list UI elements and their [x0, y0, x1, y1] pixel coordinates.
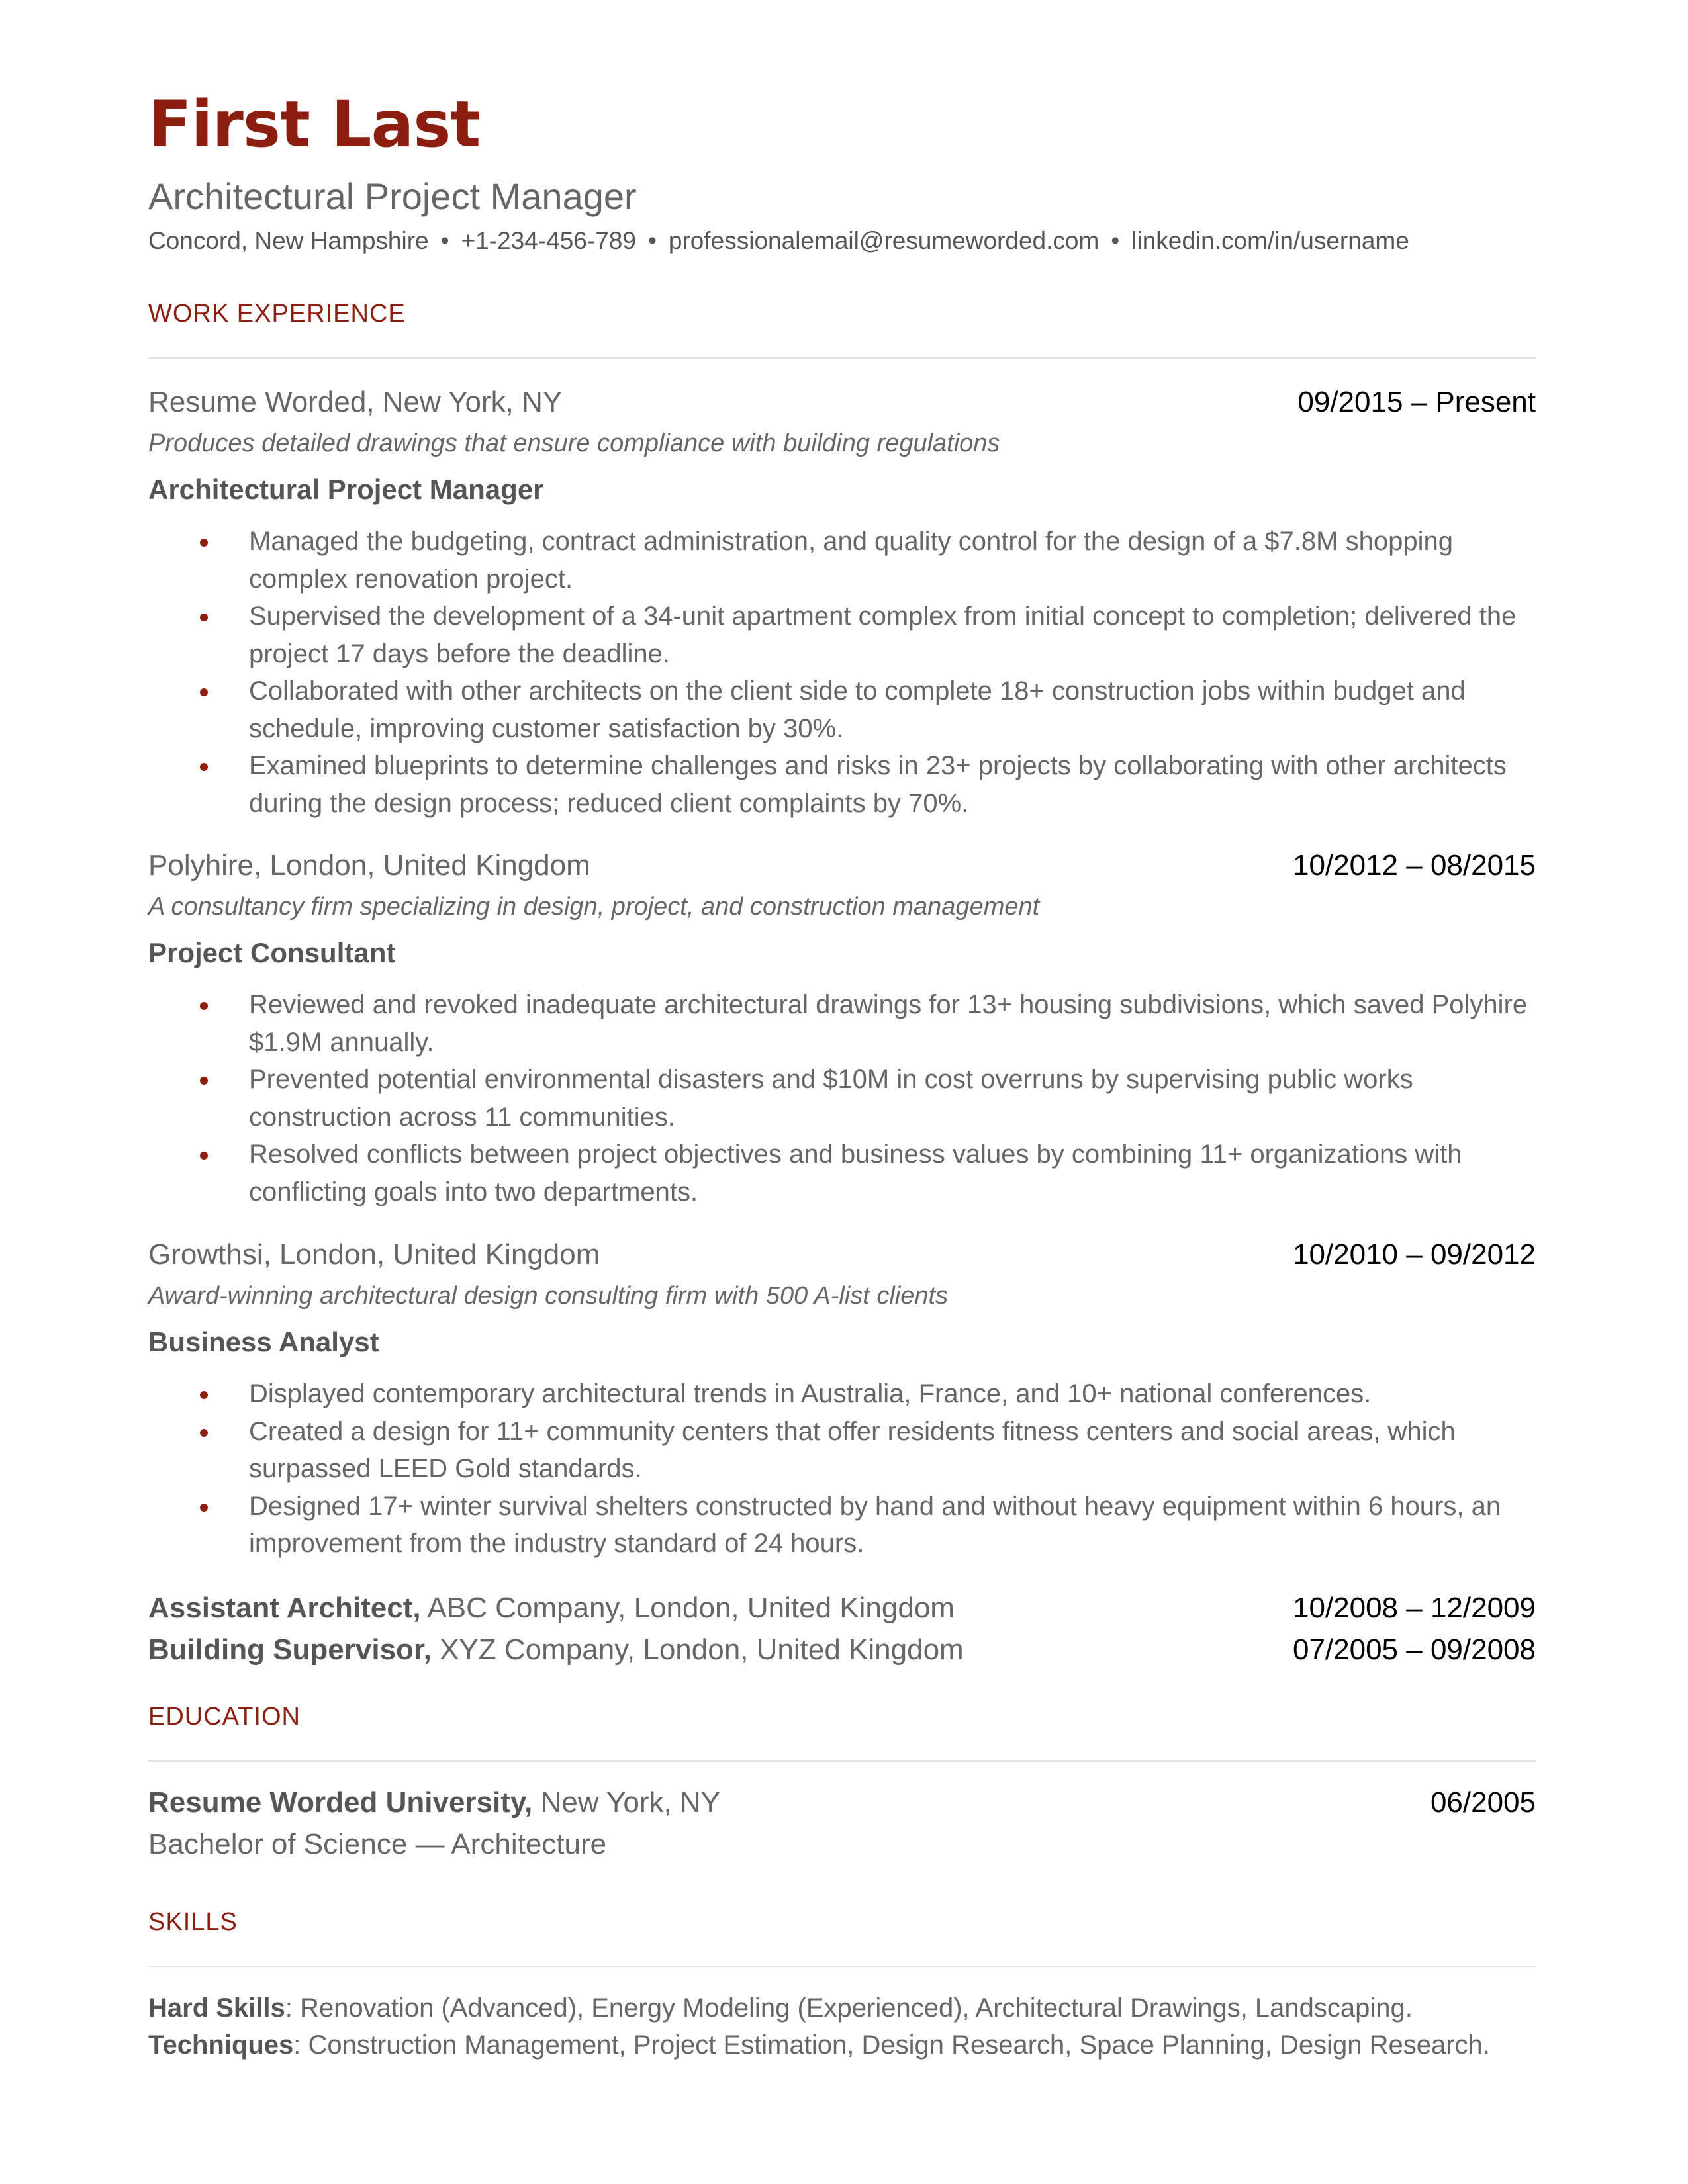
education-degree: Bachelor of Science — Architecture [148, 1828, 607, 1860]
bullet-item [148, 1413, 1536, 1488]
bullet-item [148, 1488, 1536, 1563]
education-location: New York, NY [540, 1786, 721, 1819]
job-dates: 10/2010 – 09/2012 [1292, 1238, 1536, 1271]
company-description: Award-winning architectural design consulting firm with 500 A-list clients [148, 1282, 949, 1310]
section-divider [148, 1760, 1536, 1762]
company-description: Produces detailed drawings that ensure compliance with building regulations [148, 430, 1000, 457]
earlier-role-dates: 10/2008 – 12/2009 [1292, 1592, 1536, 1624]
contact-separator: • [647, 227, 657, 254]
bullet-text: Created a design for 11+ community centers that offer residents fitness centers and social areas, which surpassed LEED Gold standards. [249, 1416, 1456, 1483]
candidate-title: Architectural Project Manager [148, 175, 637, 217]
earlier-role-company: XYZ Company, London, United Kingdom [440, 1633, 964, 1666]
company-description: A consultancy firm specializing in design, project, and construction management [148, 893, 1040, 921]
bullet-item [148, 1375, 1536, 1413]
bullet-dot [200, 1002, 208, 1010]
education-row [148, 1783, 1536, 1823]
earlier-role [148, 1588, 955, 1628]
earlier-role-dates: 07/2005 – 09/2008 [1292, 1633, 1536, 1666]
bullet-dot [200, 1077, 208, 1085]
skills-hard-label: Hard Skills [148, 1993, 285, 2023]
bullet-item [148, 1061, 1536, 1136]
bullet-dot [200, 1152, 208, 1160]
earlier-role-title: Building Supervisor, [148, 1633, 432, 1666]
earlier-role-company: ABC Company, London, United Kingdom [427, 1592, 955, 1624]
contact-linkedin[interactable]: linkedin.com/in/username [1131, 227, 1409, 254]
bullet-text: Supervised the development of a 34-unit apartment complex from initial concept to completion; delivered the project 17 days before the deadline. [249, 602, 1517, 668]
education-school-line [148, 1783, 720, 1823]
skills-hard [148, 1989, 1413, 2026]
bullet-item [148, 598, 1536, 672]
contact-email[interactable]: professionalemail@resumeworded.com [668, 227, 1100, 254]
job-company: Growthsi, London, United Kingdom [148, 1238, 600, 1271]
job-dates: 10/2012 – 08/2015 [1292, 849, 1536, 882]
job-bullets [148, 1375, 1536, 1563]
skills-techniques [148, 2026, 1490, 2064]
contact-location: Concord, New Hampshire [148, 227, 429, 254]
contact-separator: • [440, 227, 449, 254]
bullet-text: Collaborated with other architects on the client side to complete 18+ construction jobs within budget and schedule, improving customer satisfaction by 30%. [249, 676, 1466, 743]
job-bullets [148, 523, 1536, 822]
job-header [148, 1235, 1536, 1275]
bullet-dot [200, 1391, 208, 1399]
job-role: Business Analyst [148, 1326, 379, 1357]
earlier-role-row [148, 1630, 1536, 1670]
section-title-skills: SKILLS [148, 1908, 238, 1936]
education-date: 06/2005 [1430, 1786, 1536, 1819]
bullet-dot [200, 614, 208, 621]
bullet-text: Prevented potential environmental disasters and $10M in cost overruns by supervising public works construction across 11 communities. [249, 1065, 1413, 1132]
contact-phone: +1-234-456-789 [461, 227, 636, 254]
bullet-item [148, 747, 1536, 822]
job-role: Architectural Project Manager [148, 474, 544, 505]
bullet-text: Resolved conflicts between project objectives and business values by combining 11+ organizations with conflicting goals into two departments. [249, 1140, 1462, 1206]
job-role: Project Consultant [148, 937, 396, 968]
bullet-dot [200, 763, 208, 771]
section-title-education: EDUCATION [148, 1703, 301, 1731]
earlier-role-title: Assistant Architect, [148, 1592, 421, 1624]
earlier-role-row [148, 1588, 1536, 1628]
earlier-role [148, 1630, 964, 1670]
job-bullets [148, 986, 1536, 1210]
bullet-text: Displayed contemporary architectural trends in Australia, France, and 10+ national conferences. [249, 1379, 1372, 1408]
job-company: Resume Worded, New York, NY [148, 386, 563, 418]
section-divider [148, 357, 1536, 359]
bullet-text: Reviewed and revoked inadequate architectural drawings for 13+ housing subdivisions, which saved Polyhire $1.9M annually. [249, 990, 1528, 1057]
bullet-item [148, 523, 1536, 598]
skills-tech-label: Techniques [148, 2030, 294, 2060]
bullet-item [148, 672, 1536, 747]
section-divider [148, 1966, 1536, 1967]
job-header [148, 383, 1536, 422]
bullet-dot [200, 1429, 208, 1437]
candidate-name: First Last [148, 87, 481, 161]
education-school: Resume Worded University, [148, 1786, 533, 1819]
bullet-dot [200, 1504, 208, 1512]
contact-line [148, 225, 1409, 257]
bullet-dot [200, 688, 208, 696]
bullet-dot [200, 539, 208, 547]
bullet-text: Designed 17+ winter survival shelters constructed by hand and without heavy equipment within 6 hours, an improvement from the industry standard of 24 hours. [249, 1491, 1501, 1558]
skills-hard-text: : Renovation (Advanced), Energy Modeling (Experienced), Architectural Drawings, Landscaping. [285, 1993, 1413, 2023]
bullet-item [148, 1136, 1536, 1210]
skills-tech-text: : Construction Management, Project Estimation, Design Research, Space Planning, Design Research. [293, 2030, 1490, 2060]
section-title-work: WORK EXPERIENCE [148, 300, 406, 328]
contact-separator: • [1111, 227, 1120, 254]
job-header [148, 846, 1536, 886]
bullet-text: Managed the budgeting, contract administration, and quality control for the design of a $7.8M shopping complex renovation project. [249, 527, 1453, 594]
job-dates: 09/2015 – Present [1297, 386, 1536, 418]
bullet-item [148, 986, 1536, 1061]
bullet-text: Examined blueprints to determine challenges and risks in 23+ projects by collaborating with other architects during the design process; reduced client complaints by 70%. [249, 751, 1507, 818]
job-company: Polyhire, London, United Kingdom [148, 849, 590, 882]
